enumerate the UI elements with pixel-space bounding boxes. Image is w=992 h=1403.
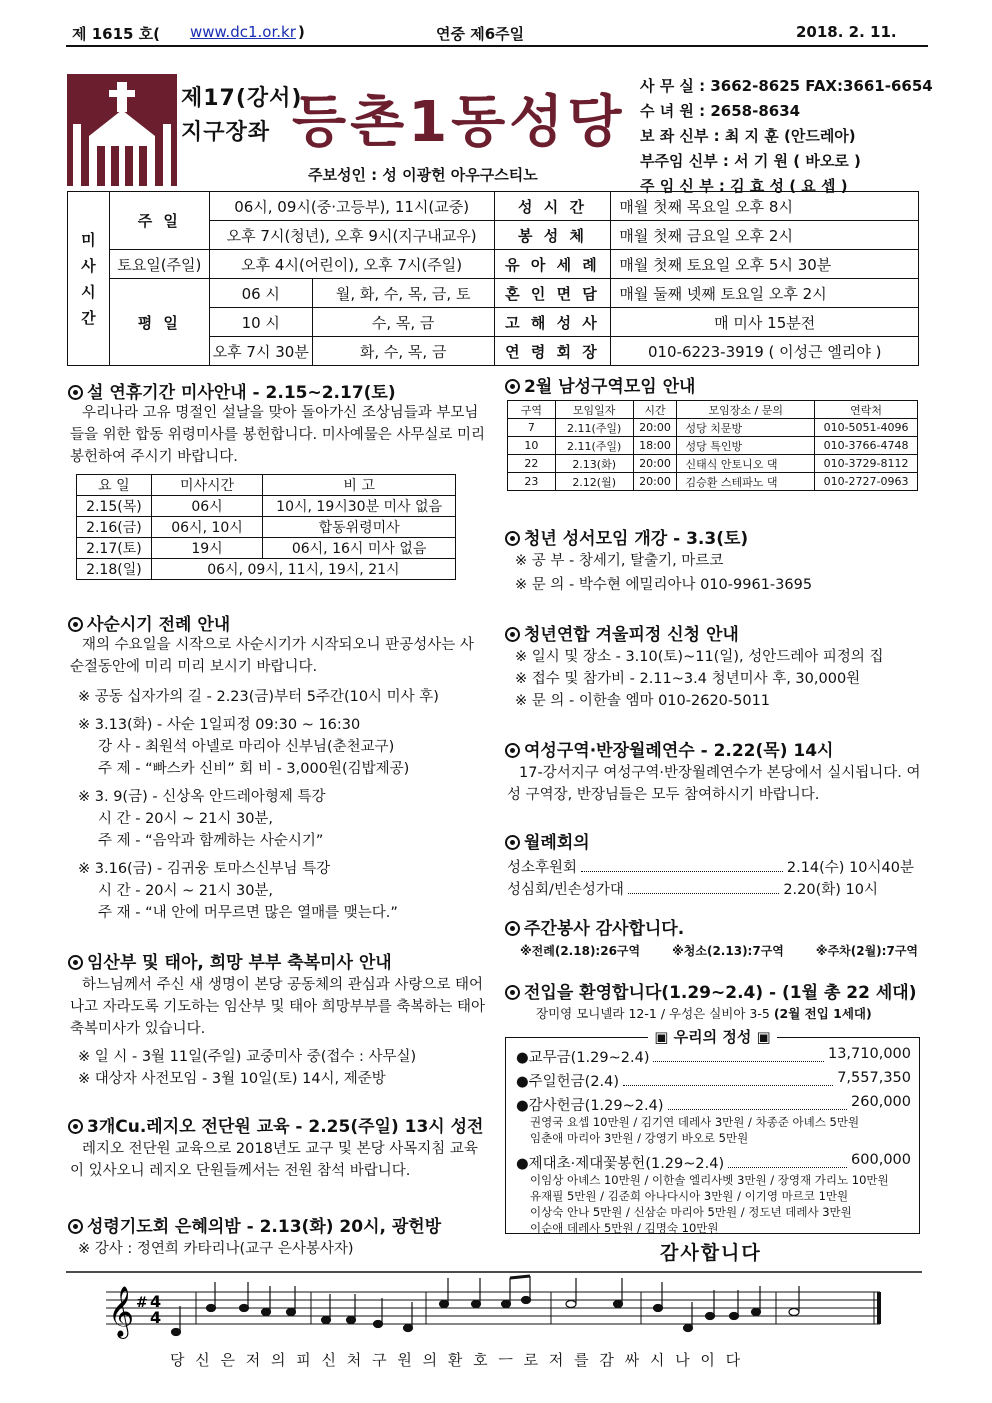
- lent-line: ※ 3.16(금) - 김귀웅 토마스신부님 특강: [78, 861, 331, 877]
- weekday-time: 10 시: [209, 308, 312, 337]
- right-value: 매 미사 15분전: [611, 308, 919, 337]
- contact-convent: 수 녀 원 : 2658-8634: [640, 102, 801, 120]
- youth-retreat-line: ※ 접수 및 참가비 - 2.11~3.4 청년미사 후, 30,000원: [515, 671, 861, 687]
- bullet-icon: [505, 921, 520, 936]
- cell: 성당 특인방: [677, 437, 815, 455]
- side-char: 사: [81, 256, 96, 275]
- sunday-label: 주 일: [109, 192, 209, 250]
- bullet-icon: [68, 1119, 83, 1134]
- holyspirit-title: [68, 1212, 441, 1237]
- youth-retreat-title-text: 청년연합 겨울피정 신청 안내: [524, 625, 739, 645]
- cell: 06시, 09시, 11시, 19시, 21시: [151, 559, 455, 580]
- pregnancy-title-text: 임산부 및 태아, 희망 부부 축복미사 안내: [87, 953, 392, 973]
- lent-text: 재의 수요일을 시작으로 사순시기가 시작되오니 판공성사는 사순절동안에 미리 미리 보시기 바랍니다.: [70, 637, 474, 675]
- cell: 2.17(토): [77, 538, 152, 559]
- cell: 06시, 10시: [151, 517, 263, 538]
- mens-group-title: [505, 372, 695, 397]
- cell: 06시, 16시 미사 없음: [263, 538, 456, 559]
- donor-line: 이상숙 안나 5만원 / 신삼순 마리아 5만원 / 정도년 데레사 3만원: [530, 1205, 852, 1219]
- cell: 20:00: [633, 419, 677, 437]
- offering-name: ●주일헌금(2.4): [516, 1074, 620, 1090]
- cell: 합동위령미사: [263, 517, 456, 538]
- women-text: 17-강서지구 여성구역·반장월례연수가 본당에서 실시됩니다. 여성 구역장, 반장님들은 모두 참여하시기 바랍니다.: [507, 765, 921, 803]
- saturday-label: 토요일(주일): [109, 250, 209, 279]
- weekday-label: 평 일: [109, 279, 209, 366]
- right-value: 매월 첫째 목요일 오후 8시: [611, 192, 919, 221]
- lent-line: ※ 3. 9(금) - 신상옥 안드레아형제 특강: [78, 789, 326, 805]
- monthly-row: [507, 856, 914, 877]
- youth-bible-line: ※ 문 의 - 박수현 에밀리아나 010-9961-3695: [515, 577, 813, 593]
- bullet-icon: [505, 985, 520, 1000]
- cell: 010-2727-0963: [815, 473, 918, 491]
- offering-name: ●제대초·제대꽃봉헌(1.29~2.4): [516, 1156, 725, 1172]
- right-value: 010-6223-3919 ( 이성근 엘리야 ): [611, 337, 919, 366]
- bullet-icon: [505, 627, 520, 642]
- cell: 010-5051-4096: [815, 419, 918, 437]
- monthly-title-text: 월례회의: [524, 833, 590, 853]
- youth-retreat-line: ※ 일시 및 장소 - 3.10(토)~11(일), 성안드레아 피정의 집: [515, 649, 884, 665]
- district-label: [181, 82, 302, 150]
- youth-retreat-line: ※ 문 의 - 이한솔 엠마 010-2620-5011: [515, 693, 771, 709]
- cell: 19시: [151, 538, 263, 559]
- bullet-icon: [68, 1219, 83, 1234]
- lent-line: 주 제 - “음악과 함께하는 사순시기”: [98, 833, 324, 849]
- service-item: ※전례(2.18):26구역: [520, 944, 641, 958]
- seollal-table: [76, 474, 456, 580]
- bullet-icon: [505, 531, 520, 546]
- women-title: [505, 736, 833, 761]
- svg-text:4: 4: [150, 1308, 162, 1327]
- cell: 2.16(금): [77, 517, 152, 538]
- cell: 010-3729-8112: [815, 455, 918, 473]
- cell: 20:00: [633, 473, 677, 491]
- seollal-title-text: 설 연휴기간 미사안내 - 2.15~2.17(토): [87, 383, 396, 403]
- offering-amount: 260,000: [851, 1094, 911, 1110]
- women-title-text: 여성구역·반장월례연수 - 2.22(목) 14시: [524, 741, 834, 761]
- cell: 신태식 안토니오 댁: [677, 455, 815, 473]
- contact-assistant-priest: 보 좌 신부 : 최 지 훈 (안드레아): [640, 127, 856, 145]
- offering-amount: 13,710,000: [827, 1046, 911, 1062]
- issue-number: 제 1615 호(: [72, 25, 161, 43]
- youth-retreat-title: [505, 620, 739, 645]
- welcome-feb: (2월 전입 1세대): [773, 1006, 872, 1021]
- altar-donors: [530, 1172, 889, 1236]
- side-char: 미: [81, 230, 96, 249]
- right-label: 혼 인 면 담: [494, 279, 611, 308]
- contact-office: 사 무 실 : 3662-8625 FAX:3661-6654: [640, 77, 933, 95]
- cell: 성당 치문방: [677, 419, 815, 437]
- cell: 06시: [151, 496, 263, 517]
- mass-time-side-label: [68, 192, 110, 366]
- weekday-days: 월, 화, 수, 목, 금, 토: [312, 279, 494, 308]
- contact-associate-priest: 부주임 신부 : 서 기 원 ( 바오로 ): [640, 152, 861, 170]
- youth-bible-title-text: 청년 성서모임 개강 - 3.3(토): [524, 529, 749, 549]
- right-label: 성 시 간: [494, 192, 611, 221]
- col-header: 연락처: [815, 401, 918, 419]
- cell: 23: [508, 473, 556, 491]
- monthly-row: [507, 878, 914, 899]
- lent-line: 시 간 - 20시 ~ 21시 30분,: [98, 883, 274, 899]
- issue-date: 2018. 2. 11.: [796, 23, 897, 41]
- lent-line: 강 사 - 최원석 아넬로 마리아 신부님(춘천교구): [98, 739, 395, 755]
- donor-line: 이순애 데레사 5만원 / 김명숙 10만원: [530, 1221, 719, 1235]
- lent-line: 주 재 - “내 안에 머무르면 많은 열매를 맺는다.”: [98, 905, 398, 921]
- welcome-title: [505, 978, 917, 1003]
- col-header: 미사시간: [151, 475, 263, 496]
- sunday-times-2: 오후 7시(청년), 오후 9시(지구내교우): [209, 221, 494, 250]
- monthly-name: 성소후원회: [507, 860, 578, 876]
- cell: 2.15(목): [77, 496, 152, 517]
- right-value: 매월 첫째 금요일 오후 2시: [611, 221, 919, 250]
- right-label: 고 해 성 사: [494, 308, 611, 337]
- cell: 김승환 스테파노 댁: [677, 473, 815, 491]
- service-title: [505, 914, 684, 939]
- side-char: 시: [81, 282, 96, 301]
- cell: 2.11(주일): [555, 437, 633, 455]
- lent-line: ※ 공동 십자가의 길 - 2.23(금)부터 5주간(10시 미사 후): [78, 689, 439, 705]
- seollal-title: [68, 378, 396, 403]
- welcome-title-text: 전입을 환영합니다(1.29~2.4) - (1월 총 22 세대): [524, 983, 917, 1003]
- bullet-icon: [505, 835, 520, 850]
- offering-row: [516, 1046, 911, 1067]
- cell: 18:00: [633, 437, 677, 455]
- issue-header: [66, 21, 928, 47]
- bullet-icon: [68, 617, 83, 632]
- monthly-name: 성심회/빈손성가대: [507, 882, 624, 898]
- lent-title: [68, 610, 230, 635]
- svg-text:4: 4: [150, 1292, 162, 1311]
- bullet-icon: [68, 955, 83, 970]
- thanks-donors: [530, 1114, 859, 1146]
- weekday-days: 화, 수, 목, 금: [312, 337, 494, 366]
- website-link[interactable]: www.dc1.or.kr: [190, 23, 296, 41]
- issue-close: ): [298, 23, 305, 41]
- offering-row: [516, 1070, 911, 1091]
- service-list: [520, 942, 918, 959]
- cell: 22: [508, 455, 556, 473]
- legio-text: 레지오 전단원 교육으로 2018년도 교구 및 본당 사목지침 교육이 있사오니 레지오 단원들께서는 전원 참석 바랍니다.: [70, 1141, 478, 1179]
- church-logo-icon: [67, 74, 177, 186]
- seollal-text: 우리나라 고유 명절인 설날을 맞아 돌아가신 조상님들과 부모님들을 위한 합동 위령미사를 봉헌합니다. 미사예물은 사무실로 미리 봉헌하여 주시기 바랍니다.: [70, 405, 486, 465]
- weekday-time: 오후 7시 30분: [209, 337, 312, 366]
- holyspirit-line: ※ 강사 : 정연희 카타리나(교구 은사봉사자): [78, 1241, 354, 1257]
- cell: 20:00: [633, 455, 677, 473]
- donor-line: 임춘애 마리아 3만원 / 강영기 바오로 5만원: [530, 1131, 749, 1145]
- col-header: 구역: [508, 401, 556, 419]
- cell: 2.12(월): [555, 473, 633, 491]
- offering-box: [505, 1028, 920, 1235]
- bullet-icon: [505, 743, 520, 758]
- mass-schedule-table: [67, 191, 919, 366]
- patron-saint: 주보성인 : 성 이광헌 아우구스티노: [308, 166, 538, 184]
- cell: 2.11(주일): [555, 419, 633, 437]
- cell: 10: [508, 437, 556, 455]
- welcome-line: [536, 1004, 872, 1022]
- monthly-title: [505, 828, 590, 853]
- district-line2: 지구장좌: [181, 120, 271, 145]
- district-line1: 제17(강서): [181, 86, 303, 111]
- weekday-time: 06 시: [209, 279, 312, 308]
- youth-bible-line: ※ 공 부 - 창세기, 탈출기, 마르코: [515, 553, 724, 569]
- lent-line: 주 제 - “빠스카 신비” 회 비 - 3,000원(김밥제공): [98, 761, 410, 777]
- parish-name: 등촌1동성당: [292, 90, 626, 155]
- contact-pastor: 주 임 신 부 : 김 효 성 ( 요 셉 ): [640, 177, 848, 195]
- service-item: ※주차(2월):7구역: [815, 944, 918, 958]
- service-title-text: 주간봉사 감사합니다.: [524, 919, 685, 939]
- pregnancy-title: [68, 948, 392, 973]
- col-header: 시간: [633, 401, 677, 419]
- pregnancy-line: ※ 대상자 사전모임 - 3월 10일(토) 14시, 제준방: [78, 1071, 386, 1087]
- youth-bible-title: [505, 524, 748, 549]
- closing-thanks: 감사합니다: [660, 1242, 762, 1264]
- cell: 010-3766-4748: [815, 437, 918, 455]
- mens-group-title-text: 2월 남성구역모임 안내: [524, 377, 696, 397]
- lent-line: ※ 3.13(화) - 사순 1일피정 09:30 ~ 16:30: [78, 717, 361, 733]
- bullet-icon: [68, 385, 83, 400]
- right-label: 봉 성 체: [494, 221, 611, 250]
- music-notation-icon: [66, 1262, 922, 1348]
- welcome-names: 장미영 모니넬라 12-1 / 우성은 실비아 3-5: [536, 1006, 770, 1021]
- offering-row: [516, 1094, 911, 1115]
- liturgical-week: 연중 제6주일: [436, 25, 525, 43]
- right-value: 매월 첫째 토요일 오후 5시 30분: [611, 250, 919, 279]
- side-char: 간: [81, 308, 96, 327]
- donor-line: 이임상 아녜스 10만원 / 이한솔 엘리사벳 3만원 / 장영재 가리노 10만원: [530, 1173, 889, 1187]
- lent-title-text: 사순시기 전례 안내: [87, 615, 231, 635]
- service-item: ※청소(2.13):7구역: [672, 944, 784, 958]
- pregnancy-line: ※ 일 시 - 3월 11일(주일) 교중미사 중(접수 : 사무실): [78, 1049, 417, 1065]
- mens-group-table: [507, 400, 918, 491]
- col-header: 비 고: [263, 475, 456, 496]
- svg-text:#: #: [136, 1295, 148, 1311]
- col-header: 모임일자: [555, 401, 633, 419]
- saturday-times: 오후 4시(어린이), 오후 7시(주일): [209, 250, 494, 279]
- weekday-days: 수, 목, 금: [312, 308, 494, 337]
- monthly-when: 2.14(수) 10시40분: [786, 860, 914, 876]
- contact-list: [640, 74, 933, 199]
- svg-text:𝄞: 𝄞: [108, 1286, 135, 1337]
- cell: 7: [508, 419, 556, 437]
- legio-title-text: 3개Cu.레지오 전단원 교육 - 2.25(주일) 13시 성전: [87, 1117, 484, 1137]
- bullet-icon: [505, 379, 520, 394]
- offering-row: [516, 1152, 911, 1173]
- donor-line: 유재필 5만원 / 김준희 아나다시아 3만원 / 이기영 마르코 1만원: [530, 1189, 849, 1203]
- sunday-times-1: 06시, 09시(중·고등부), 11시(교중): [209, 192, 494, 221]
- music-lyrics: 당 신 은 저 의 피 신 처 구 원 의 환 호 ㅡ 로 저 를 감 싸 시 나 이 다: [170, 1351, 744, 1369]
- cell: 2.18(일): [77, 559, 152, 580]
- offering-amount: 7,557,350: [837, 1070, 911, 1086]
- col-header: 모임장소 / 문의: [677, 401, 815, 419]
- donor-line: 권영국 요셉 10만원 / 김기연 데레사 3만원 / 차종준 아녜스 5만원: [530, 1115, 860, 1129]
- holyspirit-title-text: 성령기도회 은혜의밤 - 2.13(화) 20시, 광헌방: [87, 1217, 442, 1237]
- pregnancy-text: 하느님께서 주신 새 생명이 본당 공동체의 관심과 사랑으로 태어나고 자라도록 기도하는 임산부 및 태아 희망부부를 축복하는 태아 축복미사가 있습니다.: [70, 977, 486, 1037]
- offering-name: ●감사헌금(1.29~2.4): [516, 1098, 664, 1114]
- right-value: 매월 둘째 넷째 토요일 오후 2시: [611, 279, 919, 308]
- cell: 2.13(화): [555, 455, 633, 473]
- offering-name: ●교무금(1.29~2.4): [516, 1050, 650, 1066]
- right-label: 연 령 회 장: [494, 337, 611, 366]
- cell: 10시, 19시30분 미사 없음: [263, 496, 456, 517]
- offering-title: [506, 1026, 919, 1047]
- col-header: 요 일: [77, 475, 152, 496]
- legio-title: [68, 1112, 483, 1137]
- offering-amount: 600,000: [851, 1152, 911, 1168]
- offering-title-text: ▣ 우리의 정성 ▣: [648, 1028, 776, 1046]
- monthly-when: 2.20(화) 10시: [783, 882, 878, 898]
- right-label: 유 아 세 례: [494, 250, 611, 279]
- lent-line: 시 간 - 20시 ~ 21시 30분,: [98, 811, 274, 827]
